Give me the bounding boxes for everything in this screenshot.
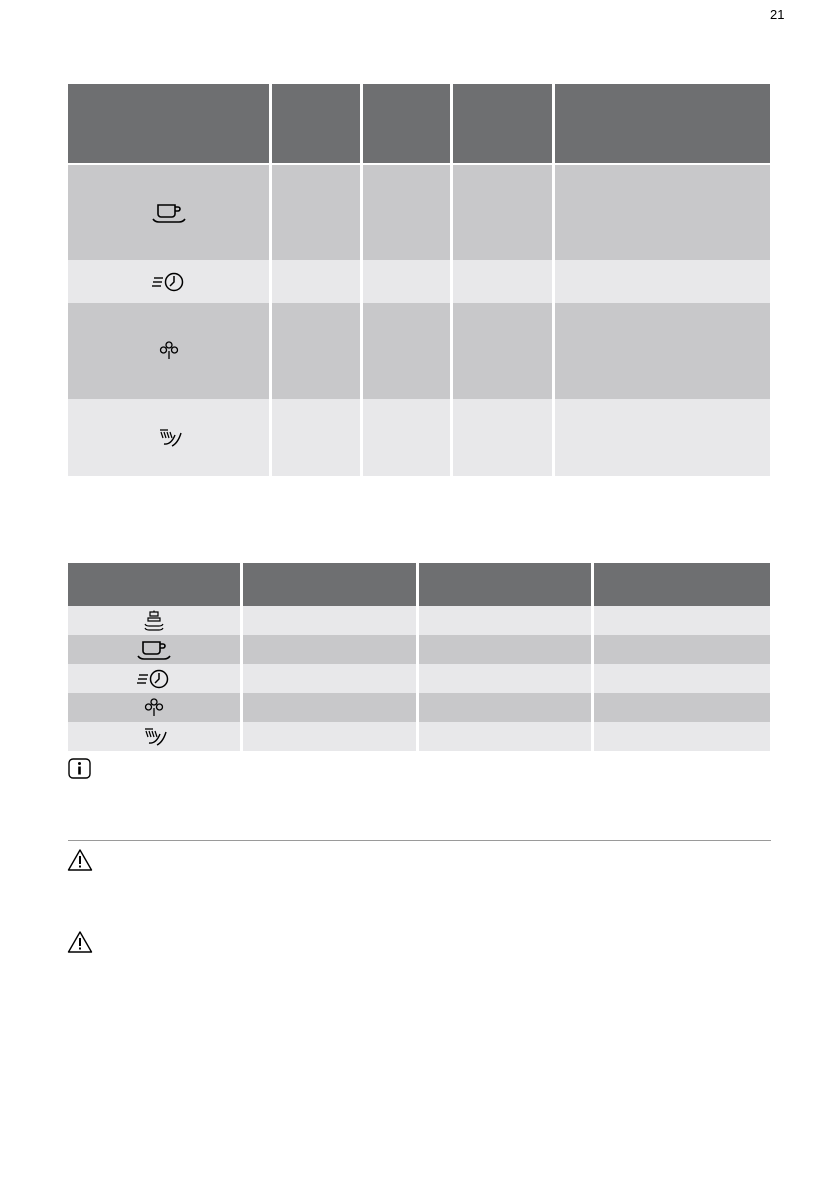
stacked-dishes-icon xyxy=(68,606,243,635)
warning-triangle-icon xyxy=(67,848,93,877)
rinse-spray-icon xyxy=(68,399,272,476)
eco-flower-icon xyxy=(68,303,272,399)
header-cell xyxy=(453,84,555,163)
header-cell xyxy=(363,84,453,163)
table-cell xyxy=(272,303,363,399)
table-cell xyxy=(419,606,594,635)
header-cell xyxy=(68,563,243,606)
table-cell xyxy=(555,260,770,303)
table-cell xyxy=(272,260,363,303)
info-icon xyxy=(68,758,91,784)
table-row xyxy=(68,664,770,693)
table-cell xyxy=(363,303,453,399)
table-row xyxy=(68,303,770,399)
eco-flower-icon xyxy=(68,693,243,722)
table-cell xyxy=(594,664,770,693)
page-number: 21 xyxy=(770,7,785,22)
table-cell xyxy=(419,664,594,693)
rinse-spray-icon xyxy=(68,722,243,751)
table-cell xyxy=(243,722,419,751)
table-cell xyxy=(594,606,770,635)
table-row xyxy=(68,635,770,664)
table-cell xyxy=(363,260,453,303)
table-cell xyxy=(419,635,594,664)
cup-and-saucer-icon xyxy=(68,635,243,664)
header-cell xyxy=(272,84,363,163)
table-header-row xyxy=(68,84,770,165)
header-cell xyxy=(243,563,419,606)
table-cell xyxy=(363,399,453,476)
table-cell xyxy=(243,606,419,635)
table-cell xyxy=(594,635,770,664)
table-cell xyxy=(419,722,594,751)
table-cell xyxy=(453,260,555,303)
table-cell xyxy=(272,165,363,260)
table-cell xyxy=(243,664,419,693)
section-divider xyxy=(68,840,771,841)
table-cell xyxy=(555,165,770,260)
header-cell xyxy=(555,84,770,163)
warning-triangle-icon xyxy=(67,930,93,959)
table-row xyxy=(68,606,770,635)
table-cell xyxy=(555,399,770,476)
consumption-table xyxy=(68,563,770,751)
table-row xyxy=(68,399,770,476)
table-cell xyxy=(453,399,555,476)
table-row xyxy=(68,260,770,303)
table-row xyxy=(68,165,770,260)
table-cell xyxy=(594,722,770,751)
table-cell xyxy=(419,693,594,722)
table-cell xyxy=(243,693,419,722)
table-cell xyxy=(594,693,770,722)
quick-clock-icon xyxy=(68,664,243,693)
table-header-row xyxy=(68,563,770,606)
table-cell xyxy=(453,303,555,399)
header-cell xyxy=(594,563,770,606)
table-row xyxy=(68,722,770,751)
table-cell xyxy=(363,165,453,260)
programme-table xyxy=(68,84,770,476)
cup-and-saucer-icon xyxy=(68,165,272,260)
table-row xyxy=(68,693,770,722)
header-cell xyxy=(68,84,272,163)
table-cell xyxy=(453,165,555,260)
table-cell xyxy=(555,303,770,399)
header-cell xyxy=(419,563,594,606)
table-cell xyxy=(243,635,419,664)
quick-clock-icon xyxy=(68,260,272,303)
table-cell xyxy=(272,399,363,476)
